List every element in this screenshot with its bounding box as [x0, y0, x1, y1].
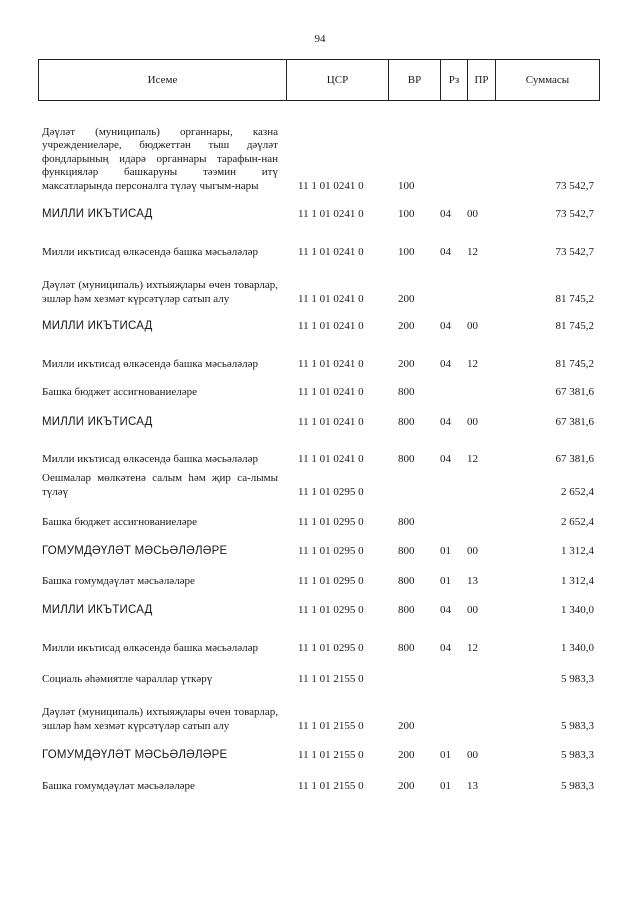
row-vr: 200 [398, 357, 415, 370]
column-header-pr: ПР [468, 60, 496, 100]
row-vr: 800 [398, 574, 415, 587]
row-name: Башка гомумдәүләт мәсьәләләре [42, 779, 195, 792]
row-sum: 1 340,0 [561, 603, 594, 616]
row-name: Оешмалар мөлкәтенә салым һәм җир са-лымы түләү [42, 472, 278, 498]
row-vr: 800 [398, 544, 415, 557]
row-vr: 100 [398, 179, 415, 192]
row-pr: 00 [467, 603, 478, 616]
row-sum: 2 652,4 [561, 515, 594, 528]
row-sum: 5 983,3 [561, 748, 594, 761]
row-rz: 01 [440, 779, 451, 792]
row-sum: 1 312,4 [561, 574, 594, 587]
row-vr: 800 [398, 515, 415, 528]
row-rz: 01 [440, 748, 451, 761]
column-header-name: Исеме [39, 60, 287, 100]
row-sum: 67 381,6 [555, 385, 594, 398]
row-csr: 11 1 01 0295 0 [298, 485, 364, 498]
row-name: Дәүләт (муниципаль) ихтыяҗлары өчен товарлар, эшләр һәм хезмәт күрсәтүләр сатып алу [42, 706, 278, 732]
row-name: МИЛЛИ ИКЪТИСАД [42, 319, 153, 332]
row-csr: 11 1 01 0241 0 [298, 245, 364, 258]
row-sum: 1 340,0 [561, 641, 594, 654]
row-name: Башка гомумдәүләт мәсьәләләре [42, 574, 195, 587]
row-pr: 12 [467, 641, 478, 654]
row-vr: 200 [398, 292, 415, 305]
row-csr: 11 1 01 2155 0 [298, 779, 364, 792]
row-vr: 200 [398, 779, 415, 792]
page-number: 94 [314, 33, 326, 45]
row-sum: 81 745,2 [555, 357, 594, 370]
row-name: ГОМУМДӘҮЛӘТ МӘСЬӘЛӘЛӘРЕ [42, 748, 228, 761]
row-sum: 5 983,3 [561, 719, 594, 732]
row-pr: 00 [467, 319, 478, 332]
row-pr: 00 [467, 748, 478, 761]
row-name: Милли икътисад өлкәсендә башка мәсьәләләр [42, 641, 258, 654]
row-pr: 12 [467, 245, 478, 258]
row-vr: 800 [398, 415, 415, 428]
column-header-rz: Рз [441, 60, 468, 100]
row-rz: 04 [440, 603, 451, 616]
row-sum: 2 652,4 [561, 485, 594, 498]
row-csr: 11 1 01 0241 0 [298, 207, 364, 220]
row-name: МИЛЛИ ИКЪТИСАД [42, 603, 153, 616]
row-name: Милли икътисад өлкәсендә башка мәсьәләләр [42, 452, 258, 465]
row-rz: 04 [440, 452, 451, 465]
row-vr: 800 [398, 452, 415, 465]
row-sum: 73 542,7 [555, 245, 594, 258]
row-name: Дәүләт (муниципаль) ихтыяҗлары өчен товарлар, эшләр һәм хезмәт күрсәтүләр сатып алу [42, 279, 278, 305]
row-csr: 11 1 01 0241 0 [298, 385, 364, 398]
row-csr: 11 1 01 0295 0 [298, 544, 364, 557]
row-name: Социаль әһәмиятле чараллар үткәрү [42, 672, 213, 685]
row-csr: 11 1 01 0241 0 [298, 357, 364, 370]
row-rz: 01 [440, 544, 451, 557]
row-name: Башка бюджет ассигнованиеләре [42, 385, 197, 398]
row-name: Милли икътисад өлкәсендә башка мәсьәләләр [42, 245, 258, 258]
column-header-vr: ВР [389, 60, 441, 100]
row-rz: 04 [440, 245, 451, 258]
row-name: МИЛЛИ ИКЪТИСАД [42, 415, 153, 428]
row-pr: 00 [467, 415, 478, 428]
column-header-sum: Суммасы [525, 74, 570, 86]
row-pr: 00 [467, 544, 478, 557]
row-vr: 200 [398, 319, 415, 332]
row-pr: 13 [467, 574, 478, 587]
row-name: Дәүләт (муниципаль) органнары, казна учреждениеләре, бюджеттән тыш дәүләт фондларының идарә органнары тарафын-нан функцияләр башкаруны тәэмин итү максатларында персоналга түләү чыгым-нары [42, 125, 278, 192]
row-rz: 04 [440, 207, 451, 220]
row-csr: 11 1 01 0295 0 [298, 515, 364, 528]
row-csr: 11 1 01 0241 0 [298, 292, 364, 305]
row-pr: 12 [467, 357, 478, 370]
row-rz: 04 [440, 641, 451, 654]
row-pr: 12 [467, 452, 478, 465]
row-sum: 73 542,7 [555, 207, 594, 220]
row-vr: 200 [398, 719, 415, 732]
row-vr: 100 [398, 245, 415, 258]
row-sum: 5 983,3 [561, 779, 594, 792]
row-name: Милли икътисад өлкәсендә башка мәсьәләләр [42, 357, 258, 370]
row-csr: 11 1 01 0241 0 [298, 452, 364, 465]
row-csr: 11 1 01 0241 0 [298, 179, 364, 192]
row-csr: 11 1 01 0241 0 [298, 415, 364, 428]
row-sum: 67 381,6 [555, 415, 594, 428]
row-vr: 800 [398, 641, 415, 654]
row-csr: 11 1 01 2155 0 [298, 719, 364, 732]
column-header-csr: ЦСР [287, 60, 389, 100]
row-vr: 800 [398, 385, 415, 398]
row-name: МИЛЛИ ИКЪТИСАД [42, 207, 153, 220]
row-vr: 200 [398, 748, 415, 761]
row-pr: 13 [467, 779, 478, 792]
row-rz: 01 [440, 574, 451, 587]
row-sum: 81 745,2 [555, 319, 594, 332]
row-name: Башка бюджет ассигнованиеләре [42, 515, 197, 528]
row-sum: 5 983,3 [561, 672, 594, 685]
row-sum: 81 745,2 [555, 292, 594, 305]
row-rz: 04 [440, 357, 451, 370]
row-csr: 11 1 01 2155 0 [298, 748, 364, 761]
row-name: ГОМУМДӘҮЛӘТ МӘСЬӘЛӘЛӘРЕ [42, 544, 228, 557]
row-rz: 04 [440, 319, 451, 332]
row-sum: 1 312,4 [561, 544, 594, 557]
row-vr: 800 [398, 603, 415, 616]
row-csr: 11 1 01 0295 0 [298, 641, 364, 654]
row-pr: 00 [467, 207, 478, 220]
row-csr: 11 1 01 0241 0 [298, 319, 364, 332]
row-vr: 100 [398, 207, 415, 220]
row-csr: 11 1 01 0295 0 [298, 603, 364, 616]
row-sum: 73 542,7 [555, 179, 594, 192]
row-csr: 11 1 01 0295 0 [298, 574, 364, 587]
row-csr: 11 1 01 2155 0 [298, 672, 364, 685]
row-rz: 04 [440, 415, 451, 428]
row-sum: 67 381,6 [555, 452, 594, 465]
